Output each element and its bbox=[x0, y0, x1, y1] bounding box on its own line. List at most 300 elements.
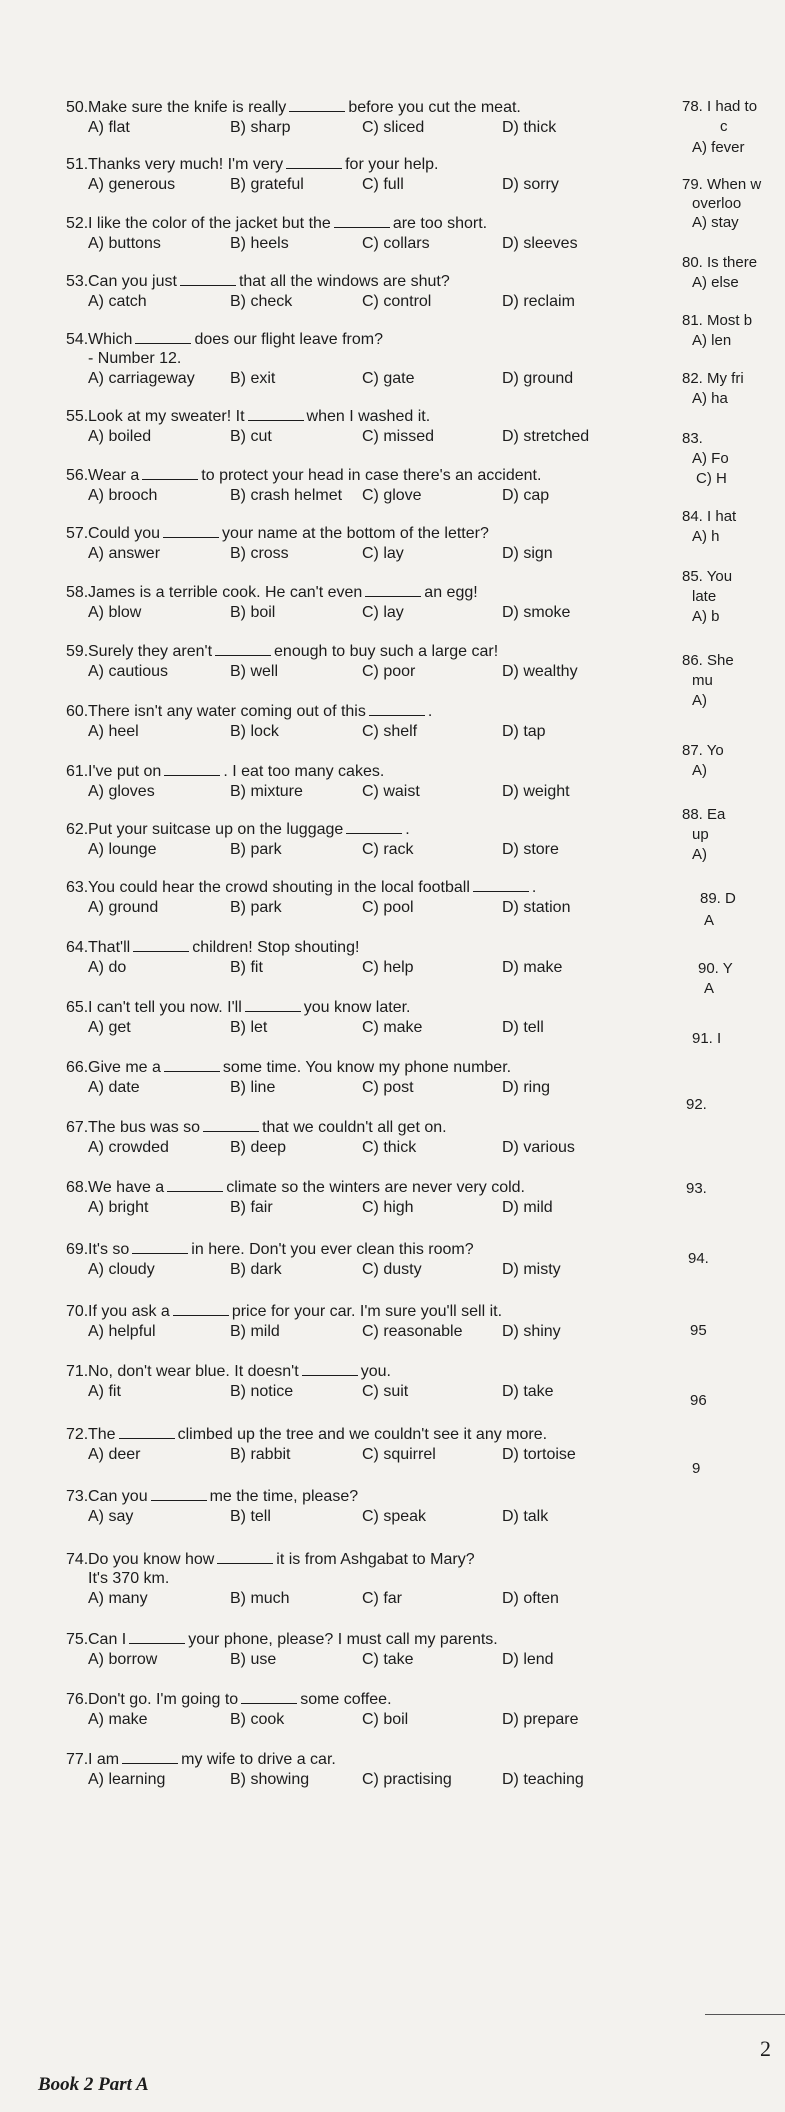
question-number: 71. bbox=[66, 1363, 89, 1380]
question bbox=[66, 1425, 706, 1465]
answer-option: C) gate bbox=[362, 370, 415, 387]
question-text: me the time, please? bbox=[209, 1488, 359, 1505]
right-column-fragment: 89. D bbox=[700, 890, 736, 907]
question-number: 63. bbox=[66, 879, 89, 896]
answer-option: A) helpful bbox=[88, 1323, 156, 1340]
question-number: 74. bbox=[66, 1551, 89, 1568]
options-row bbox=[66, 603, 706, 623]
question-text: Wear a bbox=[88, 467, 140, 484]
answer-option: D) various bbox=[502, 1139, 575, 1156]
answer-option: A) boiled bbox=[88, 428, 152, 445]
question-text: Do you know how bbox=[88, 1551, 215, 1568]
question-text: We have a bbox=[88, 1179, 165, 1196]
question-text: when I washed it. bbox=[306, 408, 431, 425]
answer-option: B) park bbox=[230, 841, 282, 858]
answer-option: C) waist bbox=[362, 783, 420, 800]
question-stem bbox=[66, 1487, 706, 1506]
answer-blank bbox=[241, 1691, 297, 1704]
question-stem bbox=[66, 1302, 706, 1321]
question-text: Can I bbox=[88, 1631, 127, 1648]
question-text: Make sure the knife is really bbox=[88, 99, 287, 116]
question-stem bbox=[66, 1630, 706, 1649]
question-text: James is a terrible cook. He can't even bbox=[88, 584, 363, 601]
answer-option: A) catch bbox=[88, 293, 147, 310]
question-number: 57. bbox=[66, 525, 89, 542]
question-text: I like the color of the jacket but the bbox=[88, 215, 331, 232]
options-row bbox=[66, 898, 706, 918]
answer-option: D) ground bbox=[502, 370, 574, 387]
question-text: Look at my sweater! It bbox=[88, 408, 245, 425]
question-stem bbox=[66, 1690, 706, 1709]
question-stem bbox=[66, 98, 706, 117]
question bbox=[66, 878, 706, 918]
question-text: Thanks very much! I'm very bbox=[88, 156, 284, 173]
answer-option: B) mixture bbox=[230, 783, 303, 800]
question-stem bbox=[66, 1240, 706, 1259]
answer-blank bbox=[289, 99, 345, 112]
answer-blank bbox=[248, 408, 304, 421]
question-stem bbox=[66, 272, 706, 291]
right-column-fragment: 86. She bbox=[682, 652, 734, 669]
question bbox=[66, 407, 706, 447]
question-text: some coffee. bbox=[300, 1691, 392, 1708]
answer-option: A) answer bbox=[88, 545, 161, 562]
answer-blank bbox=[122, 1751, 178, 1764]
answer-option: C) control bbox=[362, 293, 432, 310]
answer-blank bbox=[369, 703, 425, 716]
answer-option: A) ground bbox=[88, 899, 159, 916]
answer-option: A) date bbox=[88, 1079, 140, 1096]
right-column-fragment: 83. bbox=[682, 430, 703, 447]
answer-option: C) practising bbox=[362, 1771, 452, 1788]
answer-option: B) use bbox=[230, 1651, 277, 1668]
answer-option: A) flat bbox=[88, 119, 130, 136]
answer-option: C) rack bbox=[362, 841, 414, 858]
answer-option: A) cautious bbox=[88, 663, 169, 680]
answer-option: D) ring bbox=[502, 1079, 551, 1096]
question-text: I can't tell you now. I'll bbox=[88, 999, 242, 1016]
answer-option: C) high bbox=[362, 1199, 414, 1216]
answer-option: C) missed bbox=[362, 428, 435, 445]
right-column-fragment: 82. My fri bbox=[682, 370, 744, 387]
question-text: to protect your head in case there's an accident. bbox=[201, 467, 542, 484]
answer-blank bbox=[129, 1631, 185, 1644]
answer-option: D) tap bbox=[502, 723, 546, 740]
answer-blank bbox=[163, 525, 219, 538]
options-row bbox=[66, 1322, 706, 1342]
page-number: 2 bbox=[760, 2036, 771, 2061]
answer-blank bbox=[132, 1241, 188, 1254]
answer-option: B) fit bbox=[230, 959, 263, 976]
question-number: 50. bbox=[66, 99, 89, 116]
book-label: Book 2 Part A bbox=[38, 2074, 149, 2095]
answer-option: C) shelf bbox=[362, 723, 418, 740]
options-row bbox=[66, 1138, 706, 1158]
right-column-fragment: 94. bbox=[688, 1250, 709, 1267]
question-number: 53. bbox=[66, 273, 89, 290]
right-column-fragment: mu bbox=[692, 672, 713, 689]
question-text: . I eat too many cakes. bbox=[223, 763, 385, 780]
answer-blank bbox=[164, 763, 220, 776]
question bbox=[66, 1058, 706, 1098]
right-column-fragment: late bbox=[692, 588, 717, 605]
right-column-fragment: A) bbox=[692, 846, 707, 863]
question bbox=[66, 330, 706, 389]
answer-option: A) heel bbox=[88, 723, 139, 740]
answer-option: C) poor bbox=[362, 663, 416, 680]
right-column-fragment: 87. Yo bbox=[682, 742, 724, 759]
answer-option: B) cross bbox=[230, 545, 289, 562]
answer-option: C) dusty bbox=[362, 1261, 422, 1278]
answer-blank bbox=[473, 879, 529, 892]
right-column-fragment: 80. Is there bbox=[682, 254, 758, 271]
right-column-fragment: C) H bbox=[696, 470, 727, 487]
options-row bbox=[66, 1260, 706, 1280]
options-row bbox=[66, 722, 706, 742]
answer-option: C) take bbox=[362, 1651, 414, 1668]
question-number: 70. bbox=[66, 1303, 89, 1320]
answer-option: D) misty bbox=[502, 1261, 561, 1278]
options-row bbox=[66, 840, 706, 860]
question-text: you. bbox=[360, 1363, 391, 1380]
answer-blank bbox=[334, 215, 390, 228]
answer-option: D) lend bbox=[502, 1651, 554, 1668]
answer-option: A) do bbox=[88, 959, 127, 976]
options-row bbox=[66, 1018, 706, 1038]
question-stem bbox=[66, 583, 706, 602]
options-row bbox=[66, 175, 706, 195]
question-text: That'll bbox=[88, 939, 131, 956]
answer-blank bbox=[119, 1426, 175, 1439]
answer-option: B) rabbit bbox=[230, 1446, 291, 1463]
answer-option: B) line bbox=[230, 1079, 276, 1096]
answer-option: D) smoke bbox=[502, 604, 571, 621]
question-text: I've put on bbox=[88, 763, 162, 780]
question-stem bbox=[66, 1425, 706, 1444]
answer-option: A) blow bbox=[88, 604, 142, 621]
answer-option: B) crash helmet bbox=[230, 487, 343, 504]
answer-option: C) speak bbox=[362, 1508, 427, 1525]
question-text: Which bbox=[88, 331, 133, 348]
answer-option: D) thick bbox=[502, 119, 557, 136]
question-subtext: It's 370 km. bbox=[88, 1570, 170, 1587]
answer-option: B) mild bbox=[230, 1323, 280, 1340]
question-text: some time. You know my phone number. bbox=[222, 1059, 512, 1076]
question-number: 60. bbox=[66, 703, 89, 720]
answer-option: C) lay bbox=[362, 545, 404, 562]
answer-option: C) squirrel bbox=[362, 1446, 436, 1463]
answer-option: D) weight bbox=[502, 783, 570, 800]
question-text: . bbox=[427, 703, 433, 720]
question bbox=[66, 1240, 706, 1280]
question-stem bbox=[66, 466, 706, 485]
question-stem bbox=[66, 1550, 706, 1569]
options-row bbox=[66, 1445, 706, 1465]
options-row bbox=[66, 782, 706, 802]
question-stem bbox=[66, 1118, 706, 1137]
question-number: 55. bbox=[66, 408, 89, 425]
right-column-cropped bbox=[682, 0, 785, 2112]
answer-option: C) full bbox=[362, 176, 404, 193]
question-text: Give me a bbox=[88, 1059, 161, 1076]
answer-option: A) deer bbox=[88, 1446, 141, 1463]
question bbox=[66, 1178, 706, 1218]
question bbox=[66, 998, 706, 1038]
right-column-fragment: up bbox=[692, 826, 709, 843]
right-column-fragment: 85. You bbox=[682, 568, 733, 585]
answer-option: A) cloudy bbox=[88, 1261, 155, 1278]
answer-blank bbox=[215, 643, 271, 656]
question-stem bbox=[66, 820, 706, 839]
question bbox=[66, 272, 706, 312]
answer-option: D) prepare bbox=[502, 1711, 579, 1728]
question-number: 52. bbox=[66, 215, 89, 232]
answer-option: C) sliced bbox=[362, 119, 425, 136]
right-column-fragment: A) b bbox=[692, 608, 720, 625]
answer-blank bbox=[346, 821, 402, 834]
question-text: your phone, please? I must call my parents. bbox=[188, 1631, 498, 1648]
question-stem bbox=[66, 702, 706, 721]
options-row bbox=[66, 486, 706, 506]
question-stem bbox=[66, 938, 706, 957]
question bbox=[66, 1362, 706, 1402]
answer-blank bbox=[180, 273, 236, 286]
question bbox=[66, 820, 706, 860]
question-text: climbed up the tree and we couldn't see it any more. bbox=[177, 1426, 548, 1443]
options-row bbox=[66, 662, 706, 682]
options-row bbox=[66, 544, 706, 564]
right-column-fragment: A) else bbox=[692, 274, 739, 291]
answer-option: D) station bbox=[502, 899, 571, 916]
answer-option: C) suit bbox=[362, 1383, 409, 1400]
answer-option: D) store bbox=[502, 841, 559, 858]
question-stem bbox=[66, 878, 706, 897]
question bbox=[66, 155, 706, 195]
answer-option: D) sleeves bbox=[502, 235, 578, 252]
question-text: your name at the bottom of the letter? bbox=[222, 525, 489, 542]
question-number: 68. bbox=[66, 1179, 89, 1196]
answer-option: C) thick bbox=[362, 1139, 417, 1156]
right-column-fragment: A) bbox=[692, 692, 707, 709]
question-number: 66. bbox=[66, 1059, 89, 1076]
question bbox=[66, 938, 706, 978]
question-text: for your help. bbox=[345, 156, 439, 173]
right-column-fragment: 96 bbox=[690, 1392, 707, 1409]
options-row bbox=[66, 369, 706, 389]
options-row bbox=[66, 1770, 706, 1790]
answer-option: A) gloves bbox=[88, 783, 155, 800]
question-subtext: - Number 12. bbox=[88, 350, 182, 367]
answer-option: C) far bbox=[362, 1590, 402, 1607]
answer-option: B) exit bbox=[230, 370, 276, 387]
question-text: price for your car. I'm sure you'll sell it. bbox=[231, 1303, 503, 1320]
answer-option: A) generous bbox=[88, 176, 176, 193]
question-stem bbox=[66, 1058, 706, 1077]
answer-option: C) reasonable bbox=[362, 1323, 463, 1340]
question-number: 62. bbox=[66, 821, 89, 838]
answer-option: C) help bbox=[362, 959, 414, 976]
answer-blank bbox=[203, 1119, 259, 1132]
question-number: 76. bbox=[66, 1691, 89, 1708]
question-text: in here. Don't you ever clean this room? bbox=[191, 1241, 474, 1258]
answer-option: A) many bbox=[88, 1590, 148, 1607]
right-column-fragment: A) len bbox=[692, 332, 732, 349]
answer-option: D) cap bbox=[502, 487, 550, 504]
right-column-fragment: overloo bbox=[692, 195, 742, 212]
question-text: my wife to drive a car. bbox=[181, 1751, 336, 1768]
question-text: No, don't wear blue. It doesn't bbox=[88, 1363, 299, 1380]
answer-option: C) glove bbox=[362, 487, 422, 504]
answer-option: A) say bbox=[88, 1508, 134, 1525]
answer-option: C) lay bbox=[362, 604, 404, 621]
answer-option: D) sorry bbox=[502, 176, 559, 193]
question-text: that all the windows are shut? bbox=[238, 273, 450, 290]
question-number: 61. bbox=[66, 763, 89, 780]
question-text: Don't go. I'm going to bbox=[88, 1691, 239, 1708]
options-row bbox=[66, 958, 706, 978]
answer-option: B) heels bbox=[230, 235, 289, 252]
question bbox=[66, 1118, 706, 1158]
options-row bbox=[66, 118, 706, 138]
answer-option: B) check bbox=[230, 293, 293, 310]
question-stem bbox=[66, 762, 706, 781]
question bbox=[66, 1630, 706, 1670]
answer-option: A) brooch bbox=[88, 487, 158, 504]
question-number: 51. bbox=[66, 156, 89, 173]
question-text: Could you bbox=[88, 525, 161, 542]
answer-option: D) take bbox=[502, 1383, 554, 1400]
right-column-fragment: A) stay bbox=[692, 214, 739, 231]
question bbox=[66, 762, 706, 802]
question-number: 59. bbox=[66, 643, 89, 660]
question-number: 72. bbox=[66, 1426, 89, 1443]
options-row bbox=[66, 1710, 706, 1730]
options-row bbox=[66, 1078, 706, 1098]
answer-option: A) get bbox=[88, 1019, 131, 1036]
answer-option: D) shiny bbox=[502, 1323, 561, 1340]
question bbox=[66, 466, 706, 506]
answer-option: A) buttons bbox=[88, 235, 161, 252]
right-column-fragment: 78. I had to bbox=[682, 98, 758, 115]
question-stem bbox=[66, 1362, 706, 1381]
right-column-fragment: 9 bbox=[692, 1460, 701, 1477]
question-text: The bbox=[88, 1426, 116, 1443]
question-text: children! Stop shouting! bbox=[192, 939, 360, 956]
question-text: before you cut the meat. bbox=[348, 99, 521, 116]
answer-blank bbox=[245, 999, 301, 1012]
question-text: Put your suitcase up on the luggage bbox=[88, 821, 344, 838]
answer-blank bbox=[167, 1179, 223, 1192]
right-column-fragment: A) bbox=[692, 762, 707, 779]
question-text: Surely they aren't bbox=[88, 643, 213, 660]
question-number: 64. bbox=[66, 939, 89, 956]
question-text: that we couldn't all get on. bbox=[262, 1119, 447, 1136]
answer-option: D) talk bbox=[502, 1508, 549, 1525]
answer-option: D) reclaim bbox=[502, 293, 575, 310]
answer-blank bbox=[164, 1059, 220, 1072]
answer-option: C) post bbox=[362, 1079, 414, 1096]
answer-option: D) stretched bbox=[502, 428, 590, 445]
answer-blank bbox=[173, 1303, 229, 1316]
question-text: Can you bbox=[88, 1488, 148, 1505]
answer-option: A) learning bbox=[88, 1771, 166, 1788]
answer-option: A) carriageway bbox=[88, 370, 195, 387]
question-text: I am bbox=[88, 1751, 120, 1768]
answer-option: D) often bbox=[502, 1590, 559, 1607]
question bbox=[66, 1487, 706, 1527]
question-number: 58. bbox=[66, 584, 89, 601]
answer-option: B) well bbox=[230, 663, 279, 680]
options-row bbox=[66, 1198, 706, 1218]
question-text: It's so bbox=[88, 1241, 130, 1258]
right-column-fragment: 90. Y bbox=[698, 960, 733, 977]
question-text: climate so the winters are never very cold. bbox=[226, 1179, 525, 1196]
answer-option: B) notice bbox=[230, 1383, 294, 1400]
options-row bbox=[66, 1382, 706, 1402]
question bbox=[66, 214, 706, 254]
question-number: 75. bbox=[66, 1631, 89, 1648]
right-column-fragment: c bbox=[720, 118, 728, 135]
right-column-fragment: A bbox=[704, 912, 715, 929]
answer-option: B) showing bbox=[230, 1771, 310, 1788]
answer-blank bbox=[217, 1551, 273, 1564]
answer-option: C) pool bbox=[362, 899, 414, 916]
answer-blank bbox=[286, 156, 342, 169]
question-text: you know later. bbox=[303, 999, 411, 1016]
right-column-fragment: A) ha bbox=[692, 390, 728, 407]
answer-option: C) collars bbox=[362, 235, 430, 252]
question-stem bbox=[66, 1178, 706, 1197]
answer-option: A) borrow bbox=[88, 1651, 158, 1668]
right-column-fragment: 91. I bbox=[692, 1030, 722, 1047]
answer-option: B) grateful bbox=[230, 176, 304, 193]
options-row bbox=[66, 427, 706, 447]
question-text: an egg! bbox=[424, 584, 478, 601]
right-column-fragment: A bbox=[704, 980, 715, 997]
answer-option: B) deep bbox=[230, 1139, 287, 1156]
question bbox=[66, 98, 706, 138]
answer-blank bbox=[142, 467, 198, 480]
right-column-fragment: 84. I hat bbox=[682, 508, 737, 525]
question-text: There isn't any water coming out of this bbox=[88, 703, 366, 720]
question-text: it is from Ashgabat to Mary? bbox=[276, 1551, 475, 1568]
right-column-fragment: A) Fo bbox=[692, 450, 729, 467]
answer-option: D) mild bbox=[502, 1199, 553, 1216]
answer-option: C) boil bbox=[362, 1711, 409, 1728]
question-stem bbox=[66, 1750, 706, 1769]
answer-option: B) let bbox=[230, 1019, 268, 1036]
answer-option: B) lock bbox=[230, 723, 279, 740]
answer-option: C) make bbox=[362, 1019, 423, 1036]
answer-option: B) boil bbox=[230, 604, 276, 621]
footer-rule bbox=[705, 2014, 785, 2015]
answer-option: B) park bbox=[230, 899, 282, 916]
question-stem bbox=[66, 330, 706, 349]
answer-blank bbox=[151, 1488, 207, 1501]
question-stem bbox=[66, 998, 706, 1017]
right-column-fragment: A) h bbox=[692, 528, 720, 545]
answer-blank bbox=[302, 1363, 358, 1376]
answer-option: A) crowded bbox=[88, 1139, 169, 1156]
question bbox=[66, 1302, 706, 1342]
question-number: 69. bbox=[66, 1241, 89, 1258]
question-stem bbox=[66, 407, 706, 426]
right-column-fragment: A) fever bbox=[692, 139, 745, 156]
question-text: Can you just bbox=[88, 273, 177, 290]
question-stem bbox=[66, 155, 706, 174]
answer-option: D) teaching bbox=[502, 1771, 584, 1788]
options-row bbox=[66, 234, 706, 254]
